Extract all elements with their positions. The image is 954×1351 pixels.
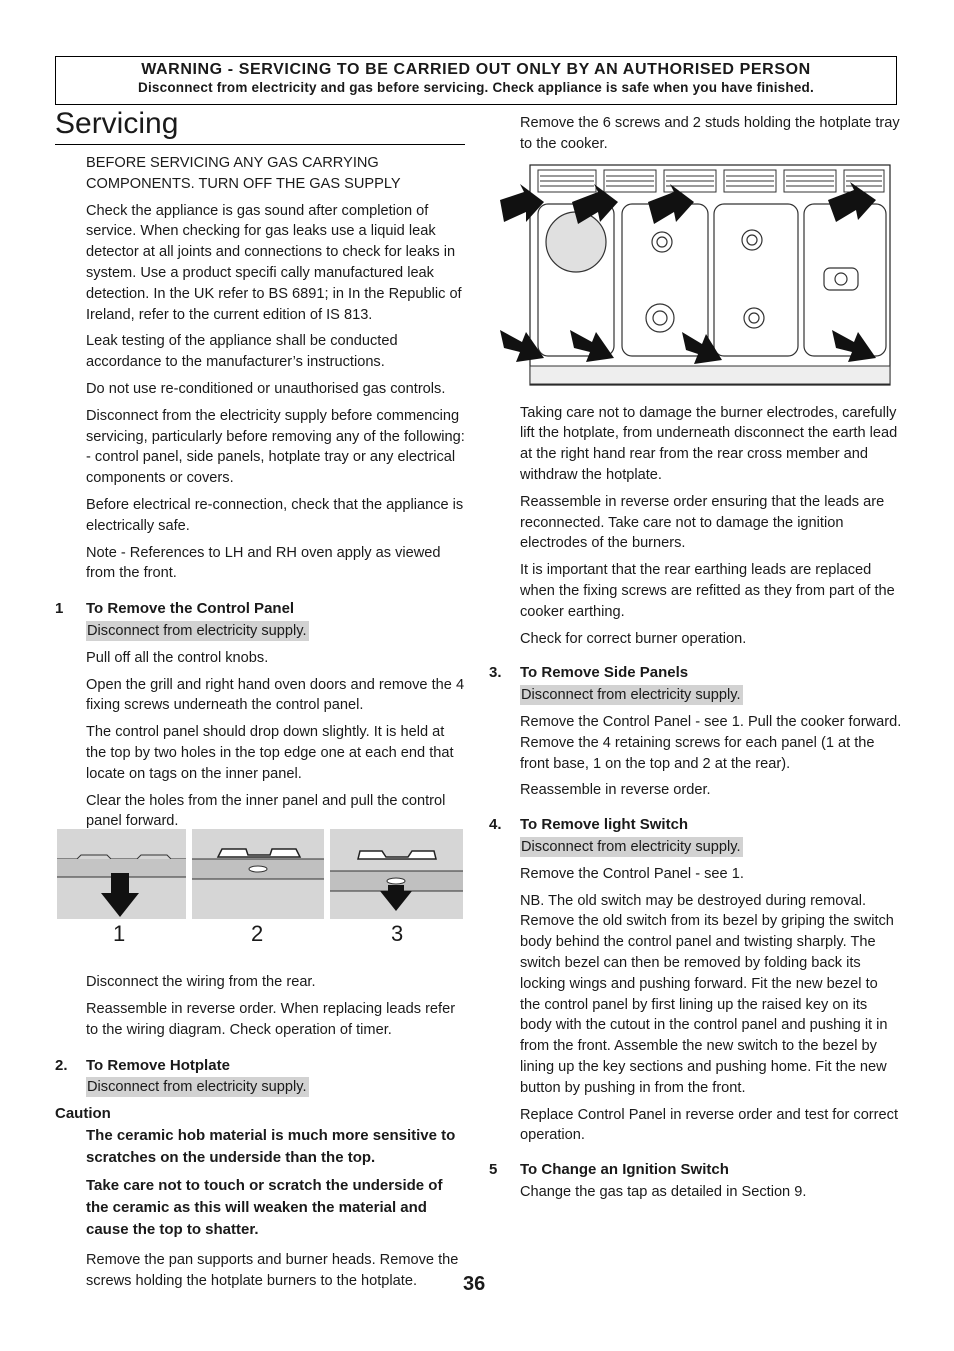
section-title: To Change an Ignition Switch [520, 1161, 729, 1179]
section-4-heading [489, 815, 902, 836]
warning-title: WARNING - SERVICING TO BE CARRIED OUT ONLY BY AN AUTHORISED PERSON [141, 61, 811, 78]
caution-text: The ceramic hob material is much more sensitive to scratches on the underside than the top. [86, 1126, 456, 1166]
section-title: To Remove the Control Panel [86, 600, 295, 618]
section-number: 2. [55, 1056, 68, 1074]
body-para: NB. The old switch may be destroyed during removal. Remove the old switch from its bezel by griping the switch body behind the control panel and twisting sharply. The switch bezel can then be removed by folding back its locking wings and pushing forward. Fit the new bezel to the control panel by first lining up the raised key on its body with the cutout in the control panel and pushing it in from the front. Assemble the new switch to the bezel by lining up the key sections and pushing home. Fit the new button by pushing in from the front. [520, 892, 894, 1096]
figure-1-illustration [57, 829, 186, 919]
body-para: Open the grill and right hand oven doors and remove the 4 fixing screws underneath the control panel. [86, 676, 465, 714]
body-para: Replace Control Panel in reverse order and test for correct operation. [520, 1106, 898, 1144]
electricity-note: Disconnect from electricity supply. [87, 1079, 307, 1096]
body-para: The control panel should drop down slightly. It is held at the top by two holes in the top edge one at each end that locate on tags on the inner panel. [86, 724, 454, 782]
figure-2 [192, 829, 324, 919]
body-para: Reassemble in reverse order. When replacing leads refer to the wiring diagram. Check operation of timer. [86, 1000, 456, 1038]
intro-para: Before electrical re-connection, check that the appliance is electrically safe. [86, 496, 464, 534]
figure-2-illustration [192, 829, 324, 919]
hotplate-illustration [496, 162, 894, 388]
section-2-heading [55, 1056, 466, 1077]
section-number: 3. [489, 664, 502, 682]
electricity-note: Disconnect from electricity supply. [521, 838, 741, 855]
electricity-note: Disconnect from electricity supply. [87, 622, 307, 639]
intro-para: Check the appliance is gas sound after completion of service. When checking for gas leaks use a liquid leak detector at all joints and connections to check for leaks in system. Use a product specifi cally manufactured leak detection. In the UK refer to BS 6891; in In the Republic of Ireland, refer to the current edition of IS 813. [86, 202, 462, 323]
body-para: Remove the Control Panel - see 1. [520, 865, 744, 882]
electricity-note: Disconnect from electricity supply. [521, 687, 741, 704]
section-3-heading [489, 663, 902, 684]
body-para: Remove the Control Panel - see 1. Pull the cooker forward. Remove the 4 retaining screws for each panel (1 at the front base, 1 on the top and 2 at the rear). [520, 713, 902, 772]
body-para: Remove the 6 screws and 2 studs holding the hotplate tray to the cooker. [520, 115, 900, 152]
caution-label: Caution [55, 1105, 111, 1123]
section-number: 1 [55, 600, 64, 618]
section-title: To Remove Hotplate [86, 1056, 230, 1074]
body-para: It is important that the rear earthing leads are replaced when the fixing screws are refitted as they from part of the cooker earthing. [520, 562, 895, 620]
figure-3-illustration [330, 829, 463, 919]
figure-label: 2 [251, 921, 264, 946]
intro-para: Do not use re-conditioned or unauthorised gas controls. [86, 380, 446, 397]
warning-box [55, 56, 897, 105]
intro-para: Disconnect from the electricity supply before commencing servicing, particularly before removing any of the following: - control panel, side panels, hotplate tray or any electrical components or covers. [86, 407, 465, 487]
body-para: Pull off all the control knobs. [86, 649, 269, 666]
section-number: 4. [489, 816, 502, 834]
figure-label: 3 [391, 921, 404, 946]
page-number: 36 [463, 1273, 486, 1295]
body-para: Change the gas tap as detailed in Section 9. [520, 1183, 807, 1200]
left-column [55, 153, 466, 1297]
section-title: To Remove Side Panels [520, 664, 689, 682]
warning-subtitle: Disconnect from electricity and gas before servicing. Check appliance is safe when you have finished. [138, 80, 814, 95]
page-title: Servicing [55, 106, 465, 145]
intro-para: BEFORE SERVICING ANY GAS CARRYING COMPONENTS. TURN OFF THE GAS SUPPLY [86, 155, 401, 192]
body-para: Taking care not to damage the burner electrodes, carefully lift the hotplate, from underneath disconnect the earth lead at the right hand rear from the rear cross member and withdraw the hotplate. [520, 404, 898, 483]
body-para: Remove the pan supports and burner heads. Remove the screws holding the hotplate burners to the hotplate. [86, 1251, 459, 1289]
intro-para: Leak testing of the appliance shall be conducted accordance to the manufacturer’s instructions. [86, 333, 398, 371]
figure-3 [330, 829, 463, 919]
body-para: Check for correct burner operation. [520, 630, 747, 647]
section-5-heading [489, 1160, 902, 1181]
figure-1 [57, 829, 186, 919]
body-para: Reassemble in reverse order ensuring that the leads are reconnected. Take care not to damage the ignition electrodes of the burners. [520, 493, 885, 552]
caution-text: Take care not to touch or scratch the underside of the ceramic as this will weaken the material and cause the top to shatter. [86, 1176, 443, 1238]
body-para: Reassemble in reverse order. [520, 782, 711, 799]
figure-label: 1 [113, 921, 126, 946]
section-number: 5 [489, 1161, 498, 1179]
body-para: Disconnect the wiring from the rear. [86, 974, 316, 991]
section-1-heading [55, 599, 466, 620]
hotplate-diagram [496, 162, 894, 388]
intro-para: Note - References to LH and RH oven apply as viewed from the front. [86, 544, 441, 582]
control-panel-figures [57, 829, 463, 947]
section-title: To Remove light Switch [520, 816, 689, 834]
body-para: Clear the holes from the inner panel and pull the control panel forward. [86, 792, 446, 830]
